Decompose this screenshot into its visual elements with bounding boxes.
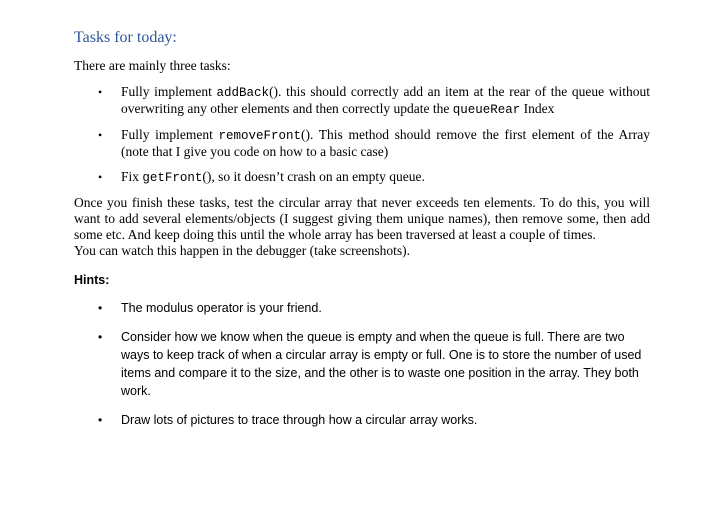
task-text: Fully implement removeFront(). This method should remove the first element of the Array (note that I give you code on how to a basic case)	[121, 127, 650, 159]
bullet-icon: •	[98, 170, 103, 184]
hints-heading: Hints:	[74, 273, 110, 287]
intro-text: There are mainly three tasks:	[74, 58, 231, 73]
task-text: Fully implement addBack(). this should correctly add an item at the rear of the queue without overwriting any other elements and then correctly update the queueRear Index	[121, 84, 650, 117]
bullet-icon: •	[98, 85, 103, 99]
task-list	[74, 84, 650, 186]
code-get-front: getFront	[142, 171, 203, 185]
task-item-remove-front	[74, 127, 650, 160]
bullet-icon: •	[98, 301, 103, 315]
hint-item	[74, 411, 650, 429]
document-body	[74, 28, 650, 440]
code-add-back: addBack	[216, 86, 270, 100]
task-item-get-front	[74, 169, 650, 186]
code-remove-front: removeFront	[218, 129, 302, 143]
task-text: Fix getFront(), so it doesn’t crash on an empty queue.	[121, 169, 425, 185]
bullet-icon: •	[98, 128, 103, 142]
debugger-note: You can watch this happen in the debugger (take screenshots).	[74, 243, 411, 258]
code-queue-rear: queueRear	[452, 103, 521, 117]
hint-item	[74, 328, 650, 400]
hints-list	[74, 299, 650, 429]
page-title: Tasks for today:	[74, 29, 177, 46]
hint-text: Draw lots of pictures to trace through how a circular array works.	[121, 413, 478, 427]
hint-text: Consider how we know when the queue is empty and when the queue is full. There are two ways to keep track of when a circular array is empty or full. One is to store the number of used items and compare it to the size, and the other is to waste one position in the array. They both work.	[121, 330, 642, 398]
hint-text: The modulus operator is your friend.	[121, 301, 322, 315]
task-item-add-back	[74, 84, 650, 118]
bullet-icon: •	[98, 413, 103, 427]
instructions-paragraph: Once you finish these tasks, test the circular array that never exceeds ten elements. To do this, you will want to add several elements/objects (I suggest giving them unique names), then remove some, then add some etc. And keep doing this until the whole array has been traversed at least a couple of times.	[74, 195, 650, 242]
bullet-icon: •	[98, 330, 103, 344]
hint-item	[74, 299, 650, 317]
